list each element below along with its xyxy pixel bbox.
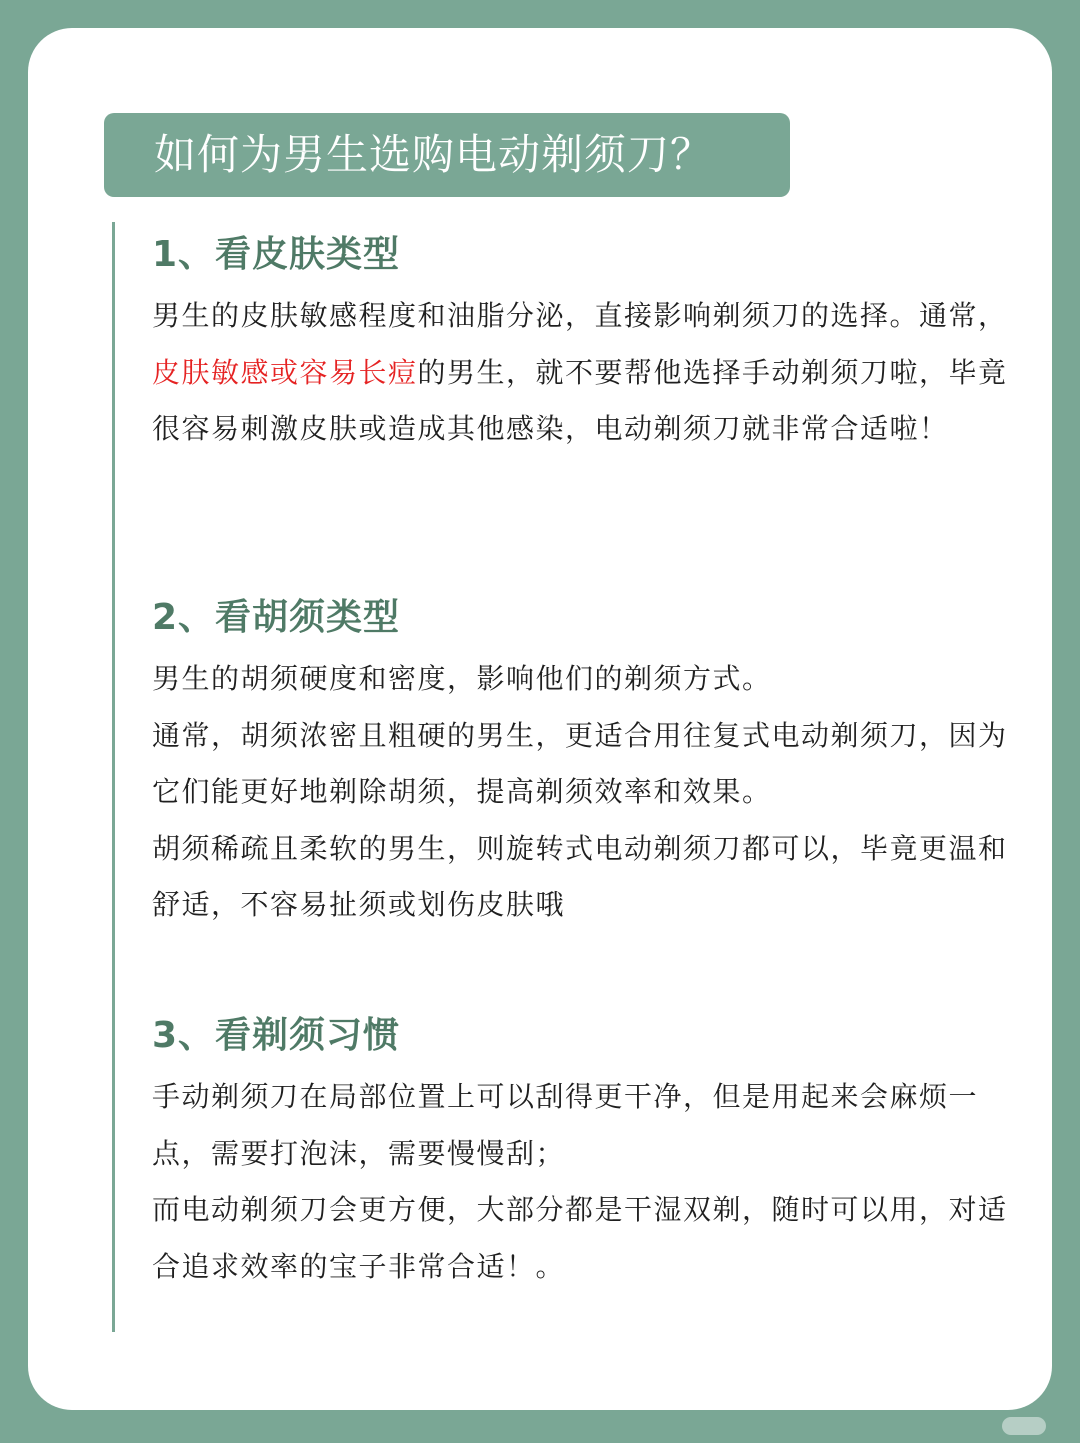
- page-title: 如何为男生选购电动剃须刀？: [104, 113, 790, 197]
- section-shaving-habit: [152, 1011, 1012, 1295]
- section-paragraph: [152, 288, 1012, 458]
- paragraph-text: 男生的皮肤敏感程度和油脂分泌，直接影响剃须刀的选择。通常，: [152, 299, 1008, 332]
- section-heading: 3、看剃须习惯: [152, 1015, 401, 1056]
- section-paragraph: 胡须稀疏且柔软的男生，则旋转式电动剃须刀都可以，毕竟更温和舒适，不容易扯须或划伤皮肤哦: [152, 831, 1008, 921]
- section-paragraph: 通常，胡须浓密且粗硬的男生，更适合用往复式电动剃须刀，因为它们能更好地剃除胡须，提高剃须效率和效果。: [152, 718, 1008, 808]
- left-divider-line: [112, 222, 115, 1332]
- section-heading: 2、看胡须类型: [152, 597, 401, 638]
- watermark-badge: [1002, 1417, 1046, 1435]
- section-skin-type: [152, 230, 1012, 458]
- section-heading: 1、看皮肤类型: [152, 234, 401, 275]
- section-beard-type: [152, 593, 1012, 934]
- section-paragraph: 手动剃须刀在局部位置上可以刮得更干净，但是用起来会麻烦一点，需要打泡沫，需要慢慢刮；: [152, 1080, 979, 1170]
- section-paragraph: 男生的胡须硬度和密度，影响他们的剃须方式。: [152, 662, 772, 695]
- section-paragraph: 而电动剃须刀会更方便，大部分都是干湿双剃，随时可以用，对适合追求效率的宝子非常合适！。: [152, 1193, 1008, 1283]
- paragraph-text: 的男生，就不要帮他选择手动剃须刀啦，毕竟很容易刺激皮肤或造成其他感染，电动剃须刀就非常合适啦！: [152, 355, 1008, 445]
- highlighted-text: 皮肤敏感或容易长痘: [152, 355, 418, 389]
